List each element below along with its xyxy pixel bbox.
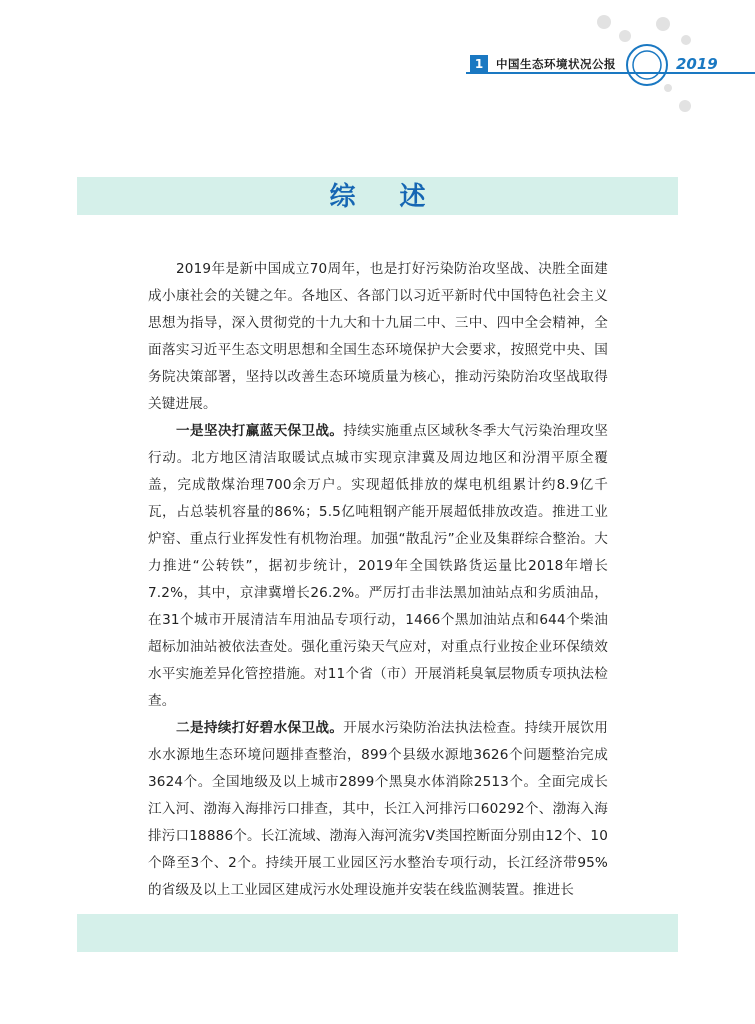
clear-water-lead: 二是持续打好碧水保卫战。 [176, 720, 344, 736]
footer-band [77, 914, 678, 952]
clear-water-text: 开展水污染防治法执法检查。持续开展饮用水水源地生态环境问题排查整治，899个县级水源地3626个问题整治完成3624个。全国地级及以上城市2899个黑臭水体消除2513个。全面完成长江入河、渤海入海排污口排查，其中，长江入河排污口60292个、渤海入海排污口18886个。长江流域、渤海入海河流劣Ⅴ类国控断面分别由12个、10个降至3个、2个。持续开展工业园区污水整治专项行动，长江经济带95%的省级及以上工业园区建成污水处理设施并安装在线监测装置。推进长 [148, 720, 608, 898]
blue-sky-paragraph [148, 418, 608, 715]
blue-sky-lead: 一是坚决打赢蓝天保卫战。 [176, 423, 344, 439]
bubble-dot [656, 17, 670, 31]
blue-sky-text: 持续实施重点区域秋冬季大气污染治理攻坚行动。北方地区清洁取暖试点城市实现京津冀及周边地区和汾渭平原全覆盖，完成散煤治理700余万户。实现超低排放的煤电机组累计约8.9亿千瓦，占总装机容量的86%；5.5亿吨粗钢产能开展超低排放改造。推进工业炉窑、重点行业挥发性有机物治理。加强“散乱污”企业及集群综合整治。大力推进“公转铁”，据初步统计，2019年全国铁路货运量比2018年增长7.2%，其中，京津冀增长26.2%。严厉打击非法黑加油站点和劣质油品，在31个城市开展清洁车用油品专项行动，1466个黑加油站点和644个柴油超标加油站被依法查处。强化重污染天气应对，对重点行业按企业环保绩效水平实施差异化管控措施。对11个省（市）开展消耗臭氧层物质专项执法检查。 [148, 423, 608, 709]
intro-paragraph: 2019年是新中国成立70周年，也是打好污染防治攻坚战、决胜全面建成小康社会的关键之年。各地区、各部门以习近平新时代中国特色社会主义思想为指导，深入贯彻党的十九大和十九届二中、三中、四中全会精神，全面落实习近平生态文明思想和全国生态环境保护大会要求，按照党中央、国务院决策部署，坚持以改善生态环境质量为核心，推动污染防治攻坚战取得关键进展。 [148, 261, 608, 412]
bubble-dot [664, 84, 672, 92]
chapter-number-badge: 1 [470, 55, 488, 73]
section-title-banner [77, 177, 678, 215]
bubble-dot [681, 35, 691, 45]
section-title: 综述 [329, 182, 470, 212]
body-text [148, 256, 608, 904]
bubble-dot [597, 15, 611, 29]
report-title: 中国生态环境状况公报 [496, 57, 616, 71]
report-year: 2019 [676, 55, 718, 73]
bubble-dot [619, 30, 631, 42]
clear-water-paragraph [148, 715, 608, 904]
target-ring-inner [633, 51, 661, 79]
bubble-dot [679, 100, 691, 112]
